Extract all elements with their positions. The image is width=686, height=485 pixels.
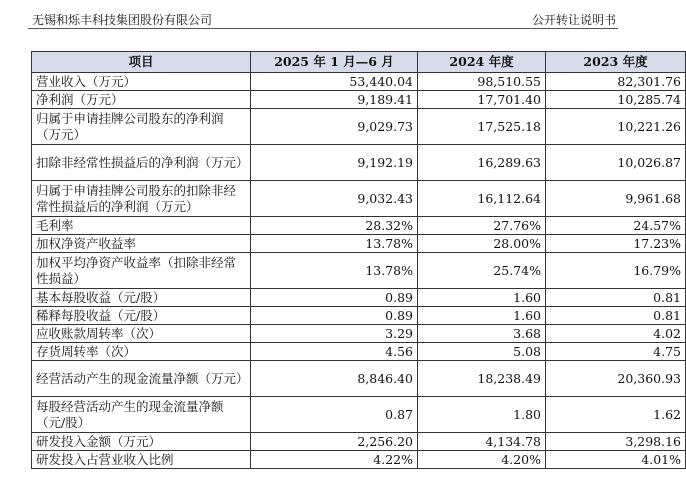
table-row	[32, 91, 686, 109]
value-2024: 17,525.18	[418, 109, 546, 145]
value-2025h1: 2,256.20	[251, 433, 418, 451]
value-2025h1: 8,846.40	[251, 361, 418, 397]
table-row	[32, 325, 686, 343]
row-label: 加权净资产收益率	[32, 235, 251, 253]
value-2025h1: 9,192.19	[251, 145, 418, 181]
value-2024: 1.80	[418, 397, 546, 433]
value-2024: 25.74%	[418, 253, 546, 289]
value-2023: 0.81	[546, 307, 686, 325]
value-2023: 1.62	[546, 397, 686, 433]
table-row	[32, 451, 686, 469]
value-2024: 28.00%	[418, 235, 546, 253]
value-2025h1: 4.56	[251, 343, 418, 361]
table-row	[32, 217, 686, 235]
row-label: 应收账款周转率（次）	[32, 325, 251, 343]
column-header-item: 项目	[32, 52, 251, 73]
column-header-2023: 2023 年度	[546, 52, 686, 73]
value-2023: 10,026.87	[546, 145, 686, 181]
row-label: 加权平均净资产收益率（扣除非经常性损益）	[32, 253, 251, 289]
value-2024: 1.60	[418, 289, 546, 307]
value-2024: 16,289.63	[418, 145, 546, 181]
table-header-row	[32, 52, 686, 73]
row-label: 研发投入占营业收入比例	[32, 451, 251, 469]
table-row	[32, 181, 686, 217]
value-2023: 16.79%	[546, 253, 686, 289]
value-2024: 16,112.64	[418, 181, 546, 217]
value-2023: 17.23%	[546, 235, 686, 253]
value-2024: 3.68	[418, 325, 546, 343]
value-2023: 4.01%	[546, 451, 686, 469]
row-label: 归属于申请挂牌公司股东的扣除非经常性损益后的净利润（万元）	[32, 181, 251, 217]
value-2025h1: 13.78%	[251, 253, 418, 289]
table-row	[32, 307, 686, 325]
table-row	[32, 109, 686, 145]
value-2023: 3,298.16	[546, 433, 686, 451]
column-header-2024: 2024 年度	[418, 52, 546, 73]
value-2023: 9,961.68	[546, 181, 686, 217]
row-label: 每股经营活动产生的现金流量净额（元/股）	[32, 397, 251, 433]
page-header	[28, 8, 618, 29]
table-row	[32, 397, 686, 433]
financial-data-table	[31, 51, 686, 469]
row-label: 研发投入金额（万元）	[32, 433, 251, 451]
value-2024: 4.20%	[418, 451, 546, 469]
value-2025h1: 13.78%	[251, 235, 418, 253]
value-2025h1: 0.87	[251, 397, 418, 433]
row-label: 营业收入（万元）	[32, 73, 251, 91]
value-2025h1: 28.32%	[251, 217, 418, 235]
value-2024: 1.60	[418, 307, 546, 325]
value-2024: 98,510.55	[418, 73, 546, 91]
row-label: 归属于申请挂牌公司股东的净利润（万元）	[32, 109, 251, 145]
column-header-2025h1: 2025 年 1 月—6 月	[251, 52, 418, 73]
value-2023: 24.57%	[546, 217, 686, 235]
document-type: 公开转让说明书	[531, 13, 616, 27]
company-name: 无锡和烁丰科技集团股份有限公司	[32, 13, 213, 27]
value-2023: 82,301.76	[546, 73, 686, 91]
table-row	[32, 343, 686, 361]
value-2024: 18,238.49	[418, 361, 546, 397]
value-2023: 20,360.93	[546, 361, 686, 397]
value-2023: 4.75	[546, 343, 686, 361]
value-2024: 27.76%	[418, 217, 546, 235]
value-2023: 0.81	[546, 289, 686, 307]
row-label: 净利润（万元）	[32, 91, 251, 109]
value-2025h1: 9,032.43	[251, 181, 418, 217]
value-2025h1: 53,440.04	[251, 73, 418, 91]
table-row	[32, 433, 686, 451]
value-2023: 10,221.26	[546, 109, 686, 145]
row-label: 扣除非经常性损益后的净利润（万元）	[32, 145, 251, 181]
value-2025h1: 0.89	[251, 289, 418, 307]
table-row	[32, 235, 686, 253]
value-2024: 5.08	[418, 343, 546, 361]
value-2023: 10,285.74	[546, 91, 686, 109]
row-label: 存货周转率（次）	[32, 343, 251, 361]
row-label: 毛利率	[32, 217, 251, 235]
table-row	[32, 73, 686, 91]
value-2025h1: 9,189.41	[251, 91, 418, 109]
value-2025h1: 0.89	[251, 307, 418, 325]
table-row	[32, 289, 686, 307]
row-label: 稀释每股收益（元/股）	[32, 307, 251, 325]
value-2024: 17,701.40	[418, 91, 546, 109]
table-row	[32, 253, 686, 289]
value-2024: 4,134.78	[418, 433, 546, 451]
row-label: 基本每股收益（元/股）	[32, 289, 251, 307]
row-label: 经营活动产生的现金流量净额（万元）	[32, 361, 251, 397]
value-2025h1: 3.29	[251, 325, 418, 343]
value-2023: 4.02	[546, 325, 686, 343]
value-2025h1: 9,029.73	[251, 109, 418, 145]
table-row	[32, 361, 686, 397]
table-row	[32, 145, 686, 181]
value-2025h1: 4.22%	[251, 451, 418, 469]
